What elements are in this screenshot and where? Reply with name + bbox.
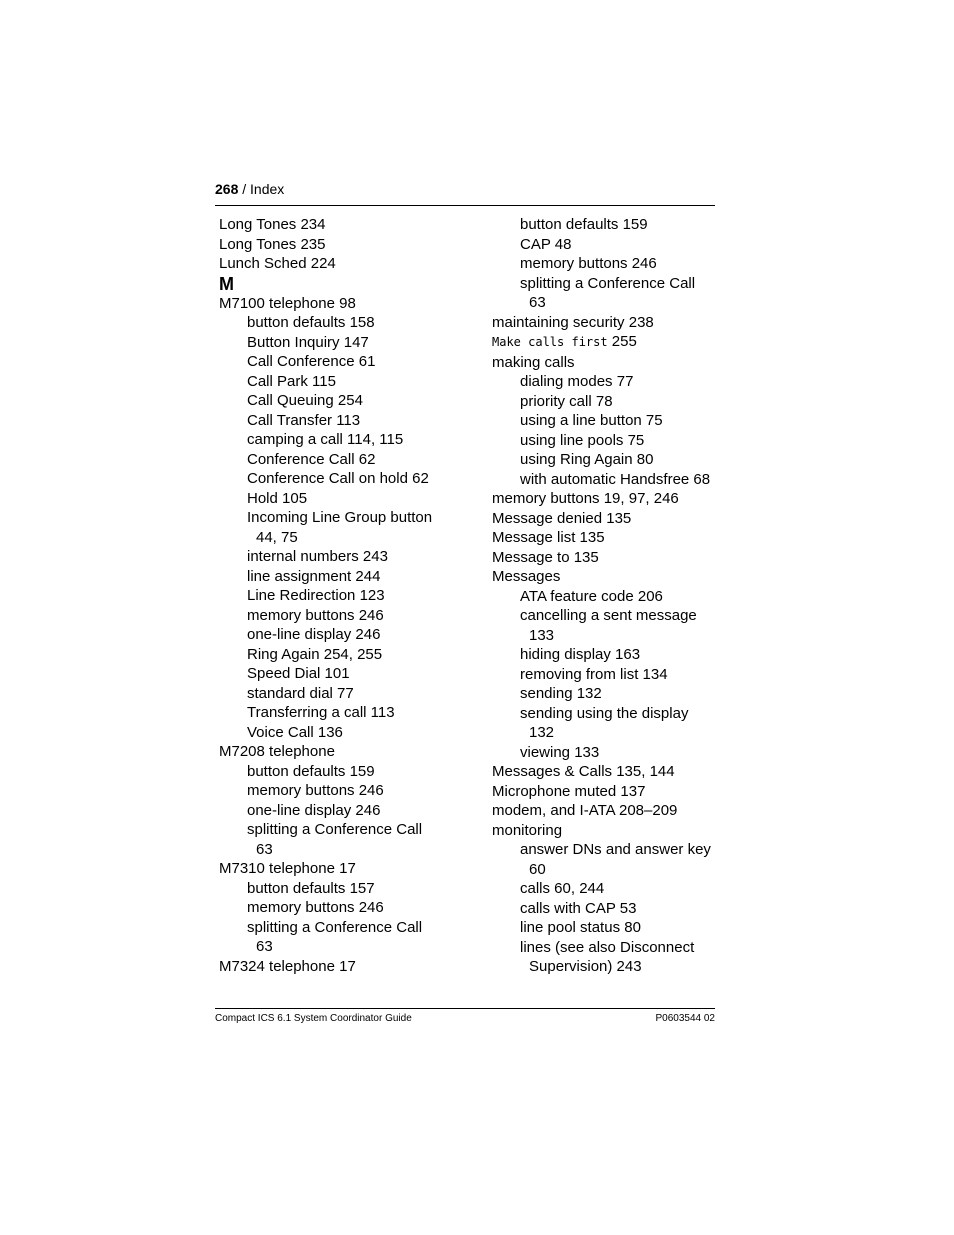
entry-text: 60 [529, 860, 546, 878]
index-subentry [492, 235, 732, 255]
index-subentry [219, 606, 479, 626]
index-subentry [492, 938, 732, 958]
index-entry [492, 489, 732, 509]
entry-text: Call Queuing 254 [247, 392, 363, 409]
entry-text: answer DNs and answer key [520, 841, 711, 858]
index-subentry [219, 918, 479, 938]
entry-text: Call Park 115 [247, 372, 336, 390]
index-subentry [492, 918, 732, 938]
entry-text: M7324 telephone 17 [219, 957, 356, 975]
entry-text: Hold 105 [247, 489, 308, 507]
entry-text: sending using the display [520, 704, 689, 722]
entry-text: Messages [492, 568, 561, 585]
index-subentry [219, 508, 479, 528]
entry-text: one-line display 246 [247, 626, 381, 643]
index-subentry [492, 840, 732, 860]
entry-text: Transferring a call 113 [247, 704, 395, 721]
entry-text: sending 132 [520, 685, 602, 702]
entry-text: M7100 telephone 98 [219, 294, 356, 312]
page-number: 268 [215, 181, 239, 197]
index-subentry [219, 762, 479, 782]
index-entry [492, 313, 732, 333]
entry-text: hiding display 163 [520, 646, 641, 663]
index-subentry [219, 333, 479, 353]
index-entry [219, 215, 479, 235]
footer-title: Compact ICS 6.1 System Coordinator Guide [215, 1013, 412, 1024]
index-subentry [492, 743, 732, 763]
entry-text: CAP 48 [520, 235, 572, 253]
entry-text: Message denied 135 [492, 509, 632, 527]
entry-text: removing from list 134 [520, 665, 668, 683]
index-entry [219, 859, 479, 879]
index-continuation [492, 293, 732, 313]
index-subentry [492, 645, 732, 665]
index-entry [492, 762, 732, 782]
index-subentry [492, 450, 732, 470]
index-column-left [219, 215, 479, 976]
index-subentry [219, 372, 479, 392]
entry-text: line assignment 244 [247, 567, 381, 585]
entry-text: 63 [256, 840, 273, 858]
index-subentry [492, 879, 732, 899]
index-continuation [492, 723, 732, 743]
index-subentry [219, 430, 479, 450]
entry-text: using a line button 75 [520, 412, 663, 429]
index-continuation [219, 840, 479, 860]
index-continuation [219, 937, 479, 957]
entry-text: memory buttons 246 [247, 899, 384, 916]
index-entry [492, 782, 732, 802]
entry-text: button defaults 159 [520, 216, 648, 233]
index-subentry [219, 391, 479, 411]
entry-text: Conference Call 62 [247, 450, 376, 468]
entry-text: viewing 133 [520, 743, 600, 761]
index-subentry [219, 586, 479, 606]
index-entry [219, 294, 479, 314]
index-subentry [219, 450, 479, 470]
entry-text: 63 [256, 938, 273, 955]
index-subentry [219, 567, 479, 587]
entry-text: Lunch Sched 224 [219, 255, 336, 272]
entry-text: dialing modes 77 [520, 373, 634, 390]
index-subentry [219, 820, 479, 840]
index-subentry [219, 411, 479, 431]
header-rule [215, 205, 715, 206]
index-subentry [492, 665, 732, 685]
entry-text: Long Tones 235 [219, 235, 326, 253]
index-continuation [492, 860, 732, 880]
index-subentry [219, 489, 479, 509]
index-entry [492, 801, 732, 821]
index-subentry [492, 606, 732, 626]
entry-text: memory buttons 246 [520, 255, 657, 272]
index-entry [492, 528, 732, 548]
index-entry [492, 567, 732, 587]
index-subentry [219, 801, 479, 821]
index-subentry [219, 625, 479, 645]
index-subentry [492, 372, 732, 392]
entry-text: button defaults 158 [247, 314, 375, 331]
entry-text: Incoming Line Group button [247, 509, 433, 526]
entry-text: 44, 75 [256, 528, 298, 546]
entry-text: 63 [529, 294, 546, 311]
entry-text: M7310 telephone 17 [219, 860, 356, 877]
entry-text: Call Conference 61 [247, 353, 376, 370]
index-column-right [492, 215, 732, 977]
entry-text: splitting a Conference Call [247, 918, 423, 936]
entry-text: button defaults 157 [247, 879, 375, 897]
entry-text: button defaults 159 [247, 762, 375, 780]
index-subentry [492, 431, 732, 451]
index-subentry [492, 411, 732, 431]
index-subentry [492, 215, 732, 235]
entry-text: internal numbers 243 [247, 548, 388, 565]
entry-text: camping a call 114, 115 [247, 431, 404, 448]
entry-text: line pool status 80 [520, 919, 641, 936]
entry-text: memory buttons 246 [247, 606, 384, 624]
index-subentry [219, 723, 479, 743]
entry-text: calls 60, 244 [520, 880, 605, 897]
entry-text: standard dial 77 [247, 684, 354, 702]
index-subentry [492, 392, 732, 412]
entry-text: Button Inquiry 147 [247, 333, 369, 351]
entry-text: Line Redirection 123 [247, 587, 385, 604]
entry-text: Supervision) 243 [529, 958, 642, 975]
index-continuation [492, 957, 732, 977]
index-entry [219, 254, 479, 274]
index-subentry [219, 781, 479, 801]
section-title: / Index [242, 181, 285, 197]
entry-text: calls with CAP 53 [520, 899, 637, 917]
index-subentry [492, 254, 732, 274]
entry-text: memory buttons 19, 97, 246 [492, 490, 679, 507]
index-entry [492, 332, 732, 353]
entry-text: cancelling a sent message [520, 607, 697, 624]
index-subentry [219, 313, 479, 333]
entry-text: Microphone muted 137 [492, 782, 646, 800]
index-subentry [219, 684, 479, 704]
entry-text: Message list 135 [492, 529, 605, 546]
index-entry [492, 353, 732, 373]
entry-text: Make calls first [492, 335, 608, 349]
index-entry [219, 742, 479, 762]
index-entry [219, 235, 479, 255]
index-subentry [219, 352, 479, 372]
index-continuation [492, 626, 732, 646]
entry-text: splitting a Conference Call [520, 274, 696, 292]
index-continuation [219, 528, 479, 548]
index-subentry [492, 684, 732, 704]
entry-text: using line pools 75 [520, 431, 645, 449]
index-entry [219, 957, 479, 977]
index-letter-heading [219, 274, 479, 294]
index-entry [492, 548, 732, 568]
entry-text: Conference Call on hold 62 [247, 470, 429, 487]
entry-text: Speed Dial 101 [247, 665, 350, 682]
letter-text: M [219, 273, 234, 294]
entry-text: priority call 78 [520, 392, 613, 410]
entry-text: Ring Again 254, 255 [247, 645, 383, 663]
entry-text: using Ring Again 80 [520, 451, 654, 468]
index-entry [492, 821, 732, 841]
entry-text: monitoring [492, 821, 563, 839]
entry-text: with automatic Handsfree 68 [520, 470, 711, 488]
index-subentry [219, 879, 479, 899]
entry-text: Voice Call 136 [247, 723, 343, 741]
entry-text: modem, and I-ATA 208–209 [492, 802, 678, 819]
index-subentry [492, 899, 732, 919]
index-subentry [219, 469, 479, 489]
entry-text: Message to 135 [492, 548, 599, 566]
footer-rule [215, 1008, 715, 1009]
entry-text: lines (see also Disconnect [520, 938, 695, 956]
entry-text: Long Tones 234 [219, 216, 326, 233]
entry-text: 133 [529, 626, 555, 644]
index-entry [492, 509, 732, 529]
index-subentry [492, 274, 732, 294]
footer-doc-number: P0603544 02 [655, 1013, 715, 1024]
entry-text: M7208 telephone [219, 743, 335, 760]
index-subentry [492, 470, 732, 490]
entry-text: one-line display 246 [247, 801, 381, 819]
entry-text: 132 [529, 724, 555, 741]
index-subentry [492, 587, 732, 607]
entry-text: memory buttons 246 [247, 782, 384, 799]
index-subentry [219, 898, 479, 918]
index-subentry [219, 645, 479, 665]
entry-text: Messages & Calls 135, 144 [492, 763, 675, 780]
entry-text: Call Transfer 113 [247, 411, 361, 429]
index-subentry [219, 664, 479, 684]
running-header [215, 180, 715, 198]
entry-text: making calls [492, 353, 575, 371]
entry-text: splitting a Conference Call [247, 821, 423, 838]
entry-text: ATA feature code 206 [520, 587, 663, 605]
index-subentry [219, 547, 479, 567]
index-subentry [492, 704, 732, 724]
entry-text: maintaining security 238 [492, 313, 654, 331]
entry-page-ref: 255 [607, 333, 637, 350]
index-subentry [219, 703, 479, 723]
